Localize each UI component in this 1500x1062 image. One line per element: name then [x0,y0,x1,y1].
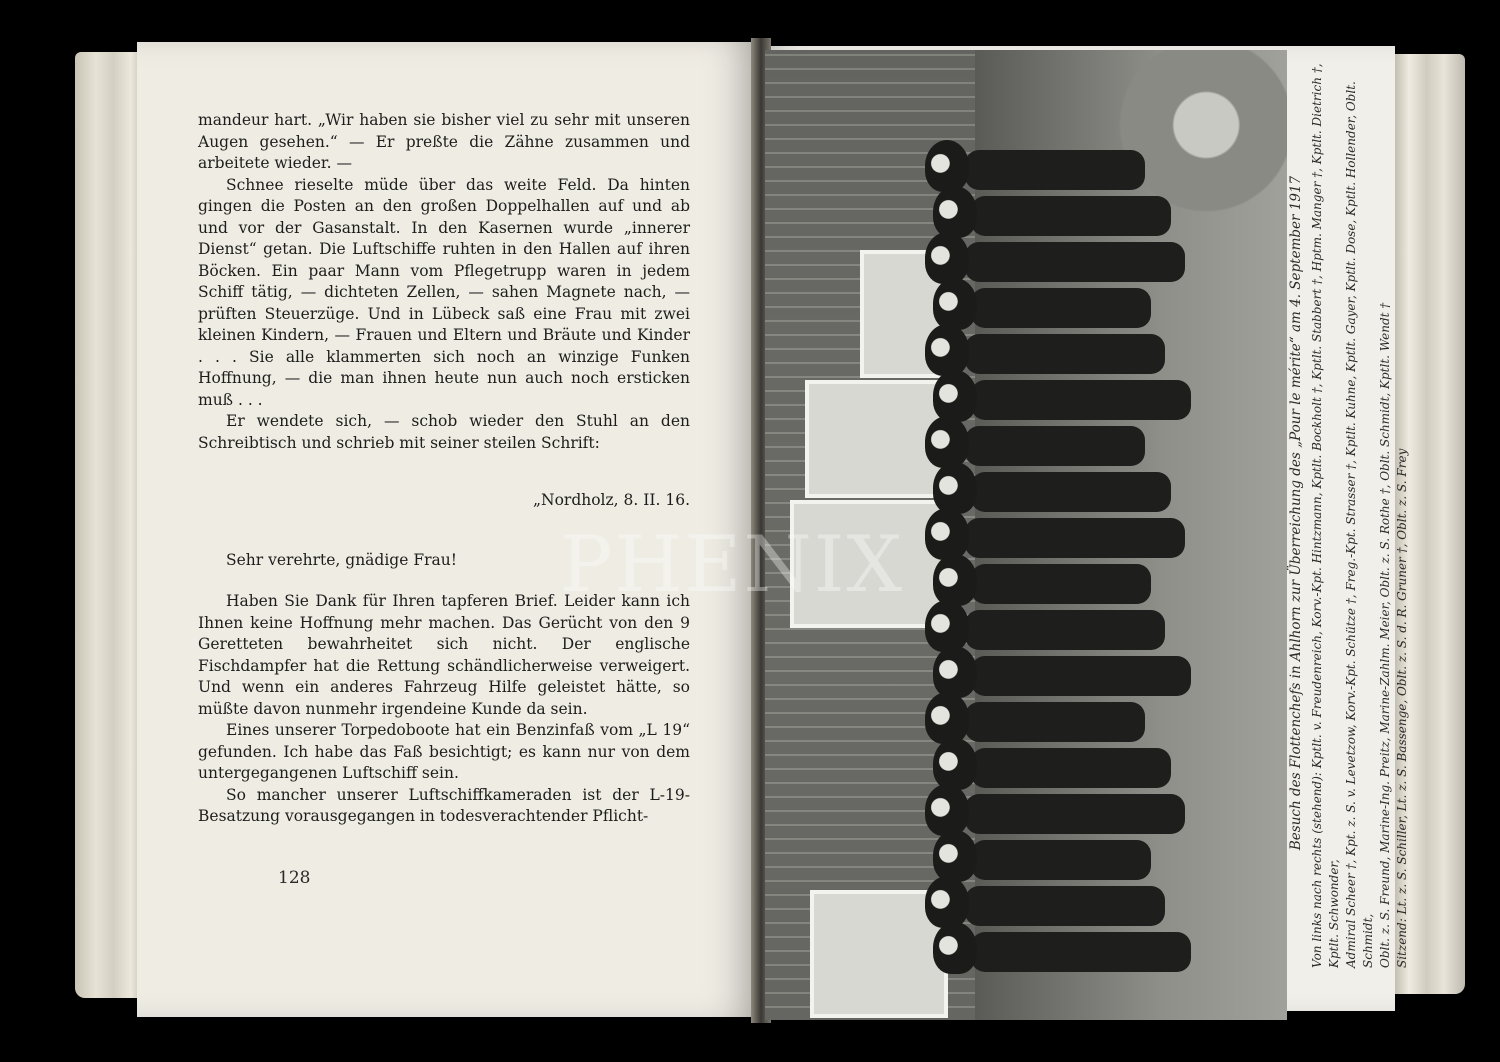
officer-head [925,876,969,928]
left-page-text [198,110,690,828]
officer-figure [971,472,1171,512]
officer-figure [965,610,1165,650]
watermark: PHENIX [560,520,905,610]
officer-figure [971,748,1171,788]
paragraph: Schnee rieselte müde über das weite Feld. Da hinten gingen die Posten an den großen Doppelhallen auf und ab und vor der Gasanstalt. In den Kasernen wurde „innerer Dienst“ getan. Die Luftschiffe ruhten in den Hallen auf ihren Böcken. Ein paar Mann vom Pflegetrupp waren in jedem Schiff tätig, — dichteten Zellen, — sahen Magnete nach, — prüften Steuerzüge. Und in Lübeck saß eine Frau mit zwei kleinen Kindern, — Frauen und Eltern und Bräute und Kinder . . . Sie alle klammerten sich noch an winzige Funken Hoffnung, — die man ihnen heute nun auch noch ersticken muß . . . [198,175,690,409]
paragraph: Eines unserer Torpedoboote hat ein Benzinfaß vom „L 19“ gefunden. Ich habe das Faß besichtigt; es kann nur von dem untergegangenen Luftschiff sein. [198,721,690,782]
officer-head [933,646,977,698]
officer-head [925,784,969,836]
officer-head [925,140,969,192]
officer-figure [965,150,1145,190]
officer-head [925,324,969,376]
photo-caption [1288,58,1409,968]
officer-head [925,508,969,560]
officer-head [925,232,969,284]
officer-figure [971,380,1191,420]
officer-figure [965,518,1185,558]
paragraph: So mancher unserer Luftschiffkameraden ist der L-19-Besatzung vorausgegangen in todesverachtender Pflicht- [198,785,690,825]
page-edges-left [75,52,145,998]
officer-figure [965,334,1165,374]
officer-figure [965,794,1185,834]
officer-head [933,278,977,330]
officer-head [933,370,977,422]
officer-head [925,600,969,652]
officer-head [933,554,977,606]
officer-figure [965,242,1185,282]
officer-figure [971,288,1151,328]
page-number: 128 [278,868,311,888]
letter-salutation: Sehr verehrte, gnädige Frau! [226,550,457,569]
officer-figure [971,564,1151,604]
caption-line: Admiral Scheer †, Kpt. z. S. v. Levetzow, Korv.-Kpt. Schütze †, Freg.-Kpt. Strasser †, Kptlt. Kuhne, Kptlt. Gayer, Kptlt. Dose, Kptlt. Hollender, Oblt. Schmidt, [1344,81,1375,968]
paragraph: Haben Sie Dank für Ihren tapferen Brief. Leider kann ich Ihnen keine Hoffnung mehr machen. Das Gerücht von den 9 Geretteten bewahrheitet sich nicht. Der englische Fischdampfer hat die Rettung schändlicherweise verweigert. Und wenn ein anderes Fahrzeug Hilfe geleistet hätte, so müßte davon nunmehr irgendeine Kunde da sein. [198,592,690,718]
caption-line: Von links nach rechts (stehend): Kptlt. v. Freudenreich, Korv.-Kpt. Hintzmann, Kptlt. Bockholt †, Kptlt. Stabbert †, Hptm. Manger †, Kptlt. Dietrich †, Kptlt. Schwonder, [1310,63,1341,968]
officer-figure [971,196,1171,236]
officer-figure [971,840,1151,880]
officer-figure [965,426,1145,466]
officer-head [933,830,977,882]
officer-head [925,692,969,744]
officer-head [933,922,977,974]
officer-head [933,462,977,514]
paragraph: mandeur hart. „Wir haben sie bisher viel zu sehr mit unseren Augen gesehen.“ — Er preßte die Zähne zusammen und arbeitete wieder. — [198,111,690,172]
caption-title: Besuch des Flottenchefs in Ahlhorn zur Überreichung des „Pour le mérite“ am 4. September 1917 [1288,175,1304,851]
caption-line: Oblt. z. S. Freund, Marine-Ing. Preitz, Marine-Zahlm. Meier, Oblt. z. S. Rothe †, Oblt. Schmidt, Kptlt. Wendt † [1378,302,1392,968]
officer-head [933,186,977,238]
officer-figure [971,932,1191,972]
officers-group [905,120,1235,990]
caption-line: Sitzend: Lt. z. S. Schiller, Lt. z. S. Bassenge, Oblt. z. S. d. R. Gruner †, Oblt. z. S. Frey [1395,448,1409,968]
officer-head [933,738,977,790]
officer-head [925,416,969,468]
officer-figure [965,702,1145,742]
paragraph: Er wendete sich, — schob wieder den Stuhl an den Schreibtisch und schrieb mit seiner steilen Schrift: [198,412,690,452]
officer-figure [965,886,1165,926]
officer-figure [971,656,1191,696]
letter-date: „Nordholz, 8. II. 16. [532,491,690,509]
